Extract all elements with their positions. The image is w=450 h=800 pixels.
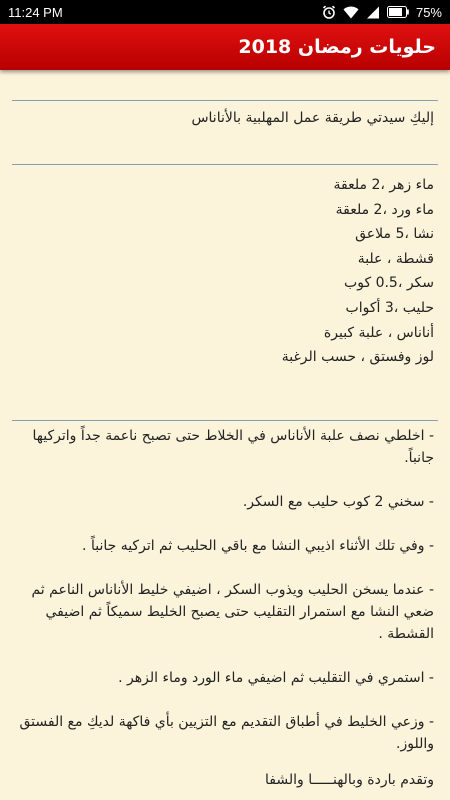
ingredient-item: سكر ،0.5 كوب bbox=[344, 275, 434, 292]
app-bar bbox=[0, 24, 450, 70]
step-item: - استمري في التقليب ثم اضيفي ماء الورد وماء الزهر . bbox=[118, 669, 434, 686]
ingredients-list bbox=[12, 173, 438, 370]
ingredient-item: أناناس ، علبة كبيرة bbox=[323, 324, 434, 341]
wifi-icon bbox=[343, 6, 359, 19]
ingredient-item: لوز وفستق ، حسب الرغبة bbox=[281, 349, 434, 366]
recipe-content bbox=[0, 70, 450, 791]
step-item: - عندما يسخن الحليب ويذوب السكر ، اضيفي خليط الأناناس الناعم ثم ضعي النشا مع استمرار التقليب حتى يصبح الخليط سميكاً ثم اضيفي القشطة . bbox=[31, 581, 434, 642]
status-time: 11:24 PM bbox=[8, 4, 63, 20]
battery-percent: 75% bbox=[415, 4, 442, 20]
recipe-intro: إليكِ سيدتي طريقة عمل المهلبية بالأناناس bbox=[191, 110, 434, 126]
divider-steps bbox=[12, 420, 438, 421]
status-bar bbox=[0, 0, 450, 24]
ingredient-item: حليب ،3 أكواب bbox=[345, 299, 434, 316]
step-item: - وزعي الخليط في أطباق التقديم مع التزيين بأي فاكهة لديكِ مع الفستق واللوز. bbox=[19, 713, 434, 752]
divider-ingredients bbox=[12, 164, 438, 165]
divider-top bbox=[12, 100, 438, 101]
ingredient-item: ماء زهر ،2 ملعقة bbox=[333, 177, 434, 193]
status-icons bbox=[322, 5, 442, 20]
ingredient-item: ماء ورد ،2 ملعقة bbox=[335, 201, 434, 218]
step-item: - سخني 2 كوب حليب مع السكر. bbox=[242, 493, 434, 510]
step-item: - وفي تلك الأثناء اذيبي النشا مع باقي الحليب ثم اتركيه جانباً . bbox=[82, 537, 434, 554]
ingredient-item: قشطة ، علبة bbox=[357, 250, 434, 267]
battery-icon bbox=[387, 6, 409, 18]
alarm-icon bbox=[322, 5, 336, 19]
recipe-outro: وتقدم باردة وبالهنـــــا والشفا bbox=[265, 771, 434, 788]
signal-icon bbox=[366, 6, 380, 19]
steps-list bbox=[12, 425, 438, 755]
step-item: - اخلطي نصف علبة الأناناس في الخلاط حتى تصبح ناعمة جداً واتركيها جانباً. bbox=[32, 427, 434, 466]
ingredient-item: نشا ،5 ملاعق bbox=[355, 226, 434, 243]
app-title: حلويات رمضان 2018 bbox=[238, 36, 436, 58]
